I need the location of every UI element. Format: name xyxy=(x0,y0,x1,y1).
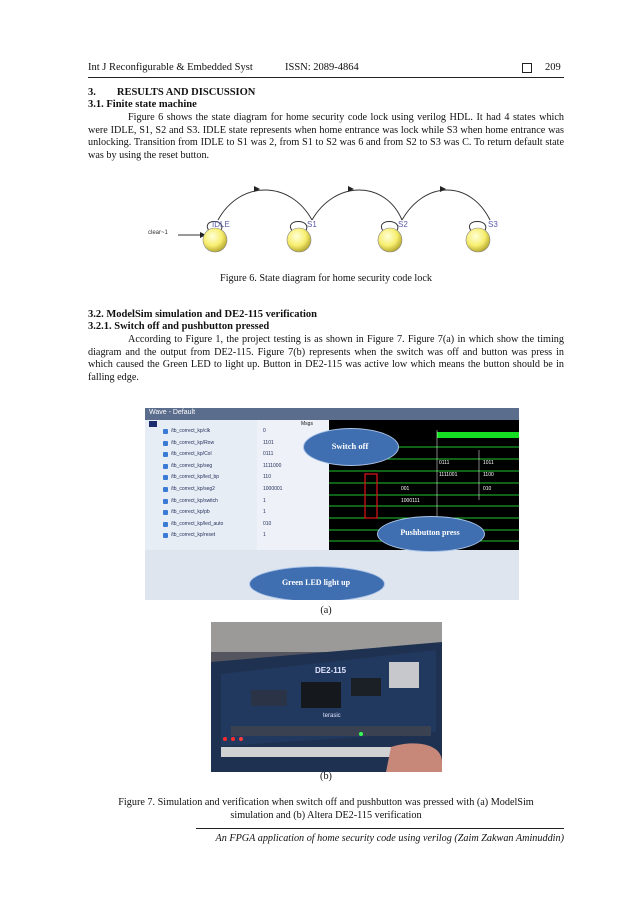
wave-value: 010 xyxy=(483,486,492,492)
signal-value: 1000001 xyxy=(263,486,283,492)
figure7b-label: (b) xyxy=(320,771,332,782)
header-rule xyxy=(88,77,564,78)
wave-value: 1000111 xyxy=(401,498,420,504)
figure7-caption-line1: Figure 7. Simulation and verification when switch off and pushbutton was pressed with (a) ModelSim xyxy=(118,797,534,808)
figure7a-label: (a) xyxy=(320,605,332,616)
signal-name: /tb_correct_kp/Col xyxy=(171,451,212,458)
wave-window-title: Wave - Default xyxy=(149,409,196,416)
square-icon xyxy=(522,63,532,73)
signal-icon xyxy=(163,464,168,469)
wave-value: 1111001 xyxy=(439,472,458,478)
signal-name: /tb_correct_kp/Row xyxy=(171,439,215,446)
wave-value: 0111 xyxy=(439,460,450,466)
signal-name: /tb_correct_kp/switch xyxy=(171,497,218,504)
signal-name: /tb_correct_kp/seg xyxy=(171,462,213,469)
journal-name: Int J Reconfigurable & Embedded Syst xyxy=(88,62,253,73)
signal-value: 1111000 xyxy=(263,462,282,469)
figure6-caption: Figure 6. State diagram for home security code lock xyxy=(220,273,432,284)
wave-value: 001 xyxy=(401,486,410,492)
signal-name: /tb_correct_kp/seg2 xyxy=(171,486,215,492)
board-label: DE2-115 xyxy=(315,666,347,675)
signal-value: 0111 xyxy=(263,451,274,458)
paragraph-sim: According to Figure 1, the project testing is as shown in Figure 7. Figure 7(a) in which show the timing diagram and the output from DE2-115. Figure 7(b) represents when the switch was off and button was press in which caused the Green LED to light up. Button in DE2-115 was active low which means the button should be in falling edge. xyxy=(88,334,564,383)
signal-name: /tb_correct_kp/reset xyxy=(171,532,216,539)
section32-title: 3.2. ModelSim simulation and DE2-115 verification xyxy=(88,309,317,320)
callout-pushbutton-text: Pushbutton press xyxy=(400,528,460,537)
signal-name: /tb_correct_kp/clk xyxy=(171,428,211,434)
wave-icon xyxy=(149,421,157,427)
signal-name: /tb_correct_kp/led_bp xyxy=(171,474,220,481)
signal-icon xyxy=(163,475,168,480)
board-brand: terasic xyxy=(323,713,341,719)
modelsim-wave-window xyxy=(145,408,519,600)
signal-icon xyxy=(163,522,168,527)
signal-icon xyxy=(163,452,168,457)
signal-icon xyxy=(163,510,168,515)
signal-value: 1 xyxy=(263,509,266,516)
state-idle: IDLE xyxy=(212,220,230,229)
msgs-header: Msgs xyxy=(301,421,313,427)
wave-titlebar xyxy=(145,408,519,420)
signal-value: 110 xyxy=(263,474,271,481)
signal-icon xyxy=(163,487,168,492)
footer-text: An FPGA application of home security code using verilog (Zaim Zakwan Aminuddin) xyxy=(215,833,564,844)
paragraph-fsm: Figure 6 shows the state diagram for home security code lock using verilog HDL. It had 4 states which were IDLE, S1, S2 and S3. IDLE state represents when home entrance was lock while S3 when home entrance was unlocking. Transition from IDLE to S1 was 2, from S1 to S2 was 6 and from S2 to S3 was C. To return default state was by using the reset button. xyxy=(88,112,564,161)
signal-name: /tb_correct_kp/pb xyxy=(171,509,210,516)
state-s2: S2 xyxy=(398,220,408,229)
signal-value: 0 xyxy=(263,428,266,434)
state-diagram xyxy=(140,180,520,270)
signal-icon xyxy=(163,429,168,434)
state-s1: S1 xyxy=(307,220,317,229)
signal-icon xyxy=(163,533,168,538)
signal-value: 1 xyxy=(263,532,266,539)
section321-title: 3.2.1. Switch off and pushbutton pressed xyxy=(88,321,270,332)
de2-115-board-photo xyxy=(211,622,442,772)
signal-value: 1101 xyxy=(263,439,274,446)
subsection-title: 3.1. Finite state machine xyxy=(88,99,197,110)
issn: ISSN: 2089-4864 xyxy=(285,62,359,73)
callout-switch-off-text: Switch off xyxy=(331,441,369,451)
callout-green-led-text: Green LED light up xyxy=(281,578,351,587)
page-number: 209 xyxy=(545,62,561,73)
wave-value: 1100 xyxy=(483,472,494,478)
signal-icon xyxy=(163,441,168,446)
state-s3: S3 xyxy=(488,220,498,229)
signal-icon xyxy=(163,499,168,504)
figure7-caption-line2: simulation and (b) Altera DE2-115 verification xyxy=(230,810,422,821)
section-title: 3. RESULTS AND DISCUSSION xyxy=(88,87,256,98)
reset-label: clear~1 xyxy=(148,230,168,236)
signal-list xyxy=(145,420,257,550)
signal-value: 010 xyxy=(263,520,272,527)
wave-value: 1011 xyxy=(483,460,494,466)
signal-name: /tb_correct_kp/led_auto xyxy=(171,520,224,527)
footer-rule xyxy=(196,828,564,829)
signal-value: 1 xyxy=(263,497,266,504)
